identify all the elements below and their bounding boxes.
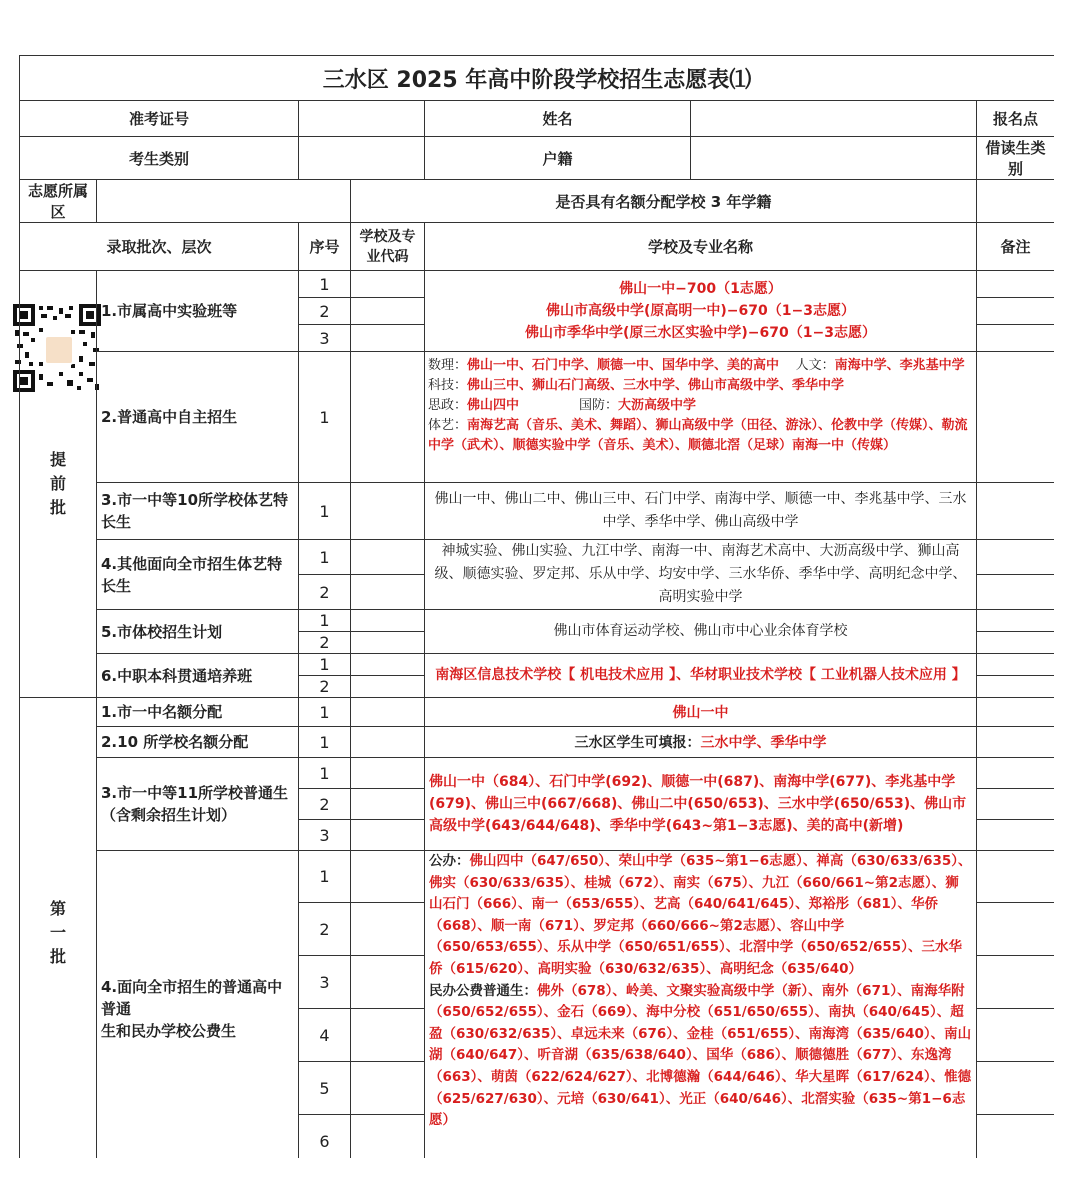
remark-field[interactable] — [977, 1115, 1055, 1159]
level-label: 6.中职本科贯通培养班 — [97, 654, 299, 698]
early-r2 — [20, 352, 1055, 483]
category-label: 考生类别 — [20, 137, 299, 180]
code-field[interactable] — [351, 698, 425, 727]
remark-field[interactable] — [977, 654, 1055, 676]
code-field[interactable] — [351, 610, 425, 632]
remark-field[interactable] — [977, 540, 1055, 575]
code-field[interactable] — [351, 903, 425, 956]
seq-number: 3 — [299, 325, 351, 352]
remark-field[interactable] — [977, 352, 1055, 483]
remark-field[interactable] — [977, 903, 1055, 956]
batch-early: 提 前 批 — [20, 271, 97, 698]
exam-id-label: 准考证号 — [20, 101, 299, 137]
remark-field[interactable] — [977, 698, 1055, 727]
seq-number: 5 — [299, 1062, 351, 1115]
seq-number: 1 — [299, 727, 351, 758]
level-label: 4.面向全市招生的普通高中普通 生和民办学校公费生 — [97, 851, 299, 1159]
col-seq: 序号 — [299, 223, 351, 271]
header-row-1 — [20, 101, 1055, 137]
first-r3 — [20, 758, 1055, 789]
school-list: 佛山一中−700（1志愿） 佛山市高级中学(原高明一中)−670（1−3志愿） 佛山市季华中学(原三水区实验中学)−670（1−3志愿） — [425, 271, 977, 352]
code-field[interactable] — [351, 654, 425, 676]
code-field[interactable] — [351, 676, 425, 698]
remark-field[interactable] — [977, 676, 1055, 698]
seq-number: 3 — [299, 956, 351, 1009]
school-list: 佛山市体育运动学校、佛山市中心业余体育学校 — [425, 610, 977, 654]
school-list: 南海区信息技术学校【 机电技术应用 】、华材职业技术学校【 工业机器人技术应用 】 — [425, 654, 977, 698]
name-field[interactable] — [691, 101, 977, 137]
school-list: 公办：佛山四中（647/650）、荣山中学（635~第1−6志愿）、禅高（630/633/635）、佛实（630/633/635）、桂城（672）、南实（675）、九江（660/661~第2志愿）、狮山石门（666）、南一（653/655）、艺高（640/641/645）、郑裕彤（681）、华侨（668）、顺一南（671）、罗定邦（660/666~第2志愿）、容山中学（650/653/655）、乐从中学（650/651/655）、北滘中学（650/652/655）、三水华侨（615/620）、高明实验（630/632/635）、高明纪念（635/640） 民办公费普通生：佛外（678）、岭美、文聚实验高级中学（新）、南外（671）、南海华附（650/652/655）、金石（669）、海中分校（651/650/655）、南执（640/645）、超盈（630/632/635）、卓远未来（676）、金桂（651/655）、南海湾（635/640）、南山湖（640/647）、听音湖（635/638/640）、国华（686）、顺德德胜（677）、东逸湾（663）、萌茵（622/624/627）、北博德瀚（644/646）、华大星晖（617/624）、惟德（625/627/630）、元培（630/641）、光正（640/646）、北滘实验（635~第1−6志愿） — [425, 851, 977, 1159]
exam-id-field[interactable] — [299, 101, 425, 137]
application-form — [19, 55, 1054, 1158]
code-field[interactable] — [351, 1062, 425, 1115]
remark-field[interactable] — [977, 727, 1055, 758]
level-label: 4.其他面向全市招生体艺特长生 — [97, 540, 299, 610]
seq-number: 1 — [299, 654, 351, 676]
form-title: 三水区 2025 年高中阶段学校招生志愿表⑴ — [20, 56, 1055, 101]
level-label: 2.10 所学校名额分配 — [97, 727, 299, 758]
col-batch: 录取批次、层次 — [20, 223, 299, 271]
seq-number: 1 — [299, 698, 351, 727]
school-list: 佛山一中 — [425, 698, 977, 727]
code-field[interactable] — [351, 758, 425, 789]
quota-question: 是否具有名额分配学校 3 年学籍 — [351, 180, 977, 223]
level-label: 1.市一中名额分配 — [97, 698, 299, 727]
code-field[interactable] — [351, 1115, 425, 1159]
remark-field[interactable] — [977, 789, 1055, 820]
code-field[interactable] — [351, 851, 425, 903]
seq-number: 1 — [299, 352, 351, 483]
column-header-row — [20, 223, 1055, 271]
remark-field[interactable] — [977, 632, 1055, 654]
header-row-2 — [20, 137, 1055, 180]
code-field[interactable] — [351, 483, 425, 540]
remark-field[interactable] — [977, 575, 1055, 610]
school-list: 数理：佛山一中、石门中学、顺德一中、国华中学、美的高中 人文：南海中学、李兆基中学 科技：佛山三中、狮山石门高级、三水中学、佛山市高级中学、季华中学 思政：佛山四中 国防：大沥高级中学 体艺：南海艺高（音乐、美术、舞蹈）、狮山高级中学（田径、游泳）、伦教中学（传媒）、勒流中学（武术）、顺德实验中学（音乐、美术）、顺德北滘（足球）南海一中（传媒） — [425, 352, 977, 483]
early-r6 — [20, 654, 1055, 676]
school-list: 佛山一中（684）、石门中学(692)、顺德一中(687)、南海中学(677)、李兆基中学(679)、佛山三中(667/668)、佛山二中(650/653)、三水中学(650/653)、佛山市高级中学(643/644/648)、季华中学(643~第1−3志愿)、美的高中(新增) — [425, 758, 977, 851]
early-r4 — [20, 540, 1055, 575]
registration-label: 报名点 — [977, 101, 1055, 137]
remark-field[interactable] — [977, 298, 1055, 325]
quota-field[interactable] — [977, 180, 1055, 223]
first-r1 — [20, 698, 1055, 727]
code-field[interactable] — [351, 956, 425, 1009]
seq-number: 2 — [299, 789, 351, 820]
code-field[interactable] — [351, 1009, 425, 1062]
seq-number: 2 — [299, 903, 351, 956]
seq-number: 1 — [299, 271, 351, 298]
seq-number: 3 — [299, 820, 351, 851]
level-label: 1.市属高中实验班等 — [97, 271, 299, 352]
seq-number: 2 — [299, 575, 351, 610]
seq-number: 4 — [299, 1009, 351, 1062]
early-r3 — [20, 483, 1055, 540]
district-field[interactable] — [97, 180, 351, 223]
col-remark: 备注 — [977, 223, 1055, 271]
remark-field[interactable] — [977, 956, 1055, 1009]
remark-field[interactable] — [977, 820, 1055, 851]
district-label: 志愿所属区 — [20, 180, 97, 223]
level-label: 3.市一中等11所学校普通生（含剩余招生计划） — [97, 758, 299, 851]
title-row — [20, 56, 1055, 101]
batch-first: 第 一 批 — [20, 698, 97, 1159]
seq-number: 2 — [299, 632, 351, 654]
seq-number: 2 — [299, 676, 351, 698]
seq-number: 1 — [299, 610, 351, 632]
remark-field[interactable] — [977, 483, 1055, 540]
seq-number: 1 — [299, 540, 351, 575]
first-r4 — [20, 851, 1055, 903]
code-field[interactable] — [351, 298, 425, 325]
category-field[interactable] — [299, 137, 425, 180]
code-field[interactable] — [351, 820, 425, 851]
seq-number: 2 — [299, 298, 351, 325]
code-field[interactable] — [351, 325, 425, 352]
remark-field[interactable] — [977, 325, 1055, 352]
seq-number: 1 — [299, 758, 351, 789]
code-field[interactable] — [351, 575, 425, 610]
school-list: 三水区学生可填报：三水中学、季华中学 — [425, 727, 977, 758]
code-field[interactable] — [351, 632, 425, 654]
code-field[interactable] — [351, 271, 425, 298]
remark-field[interactable] — [977, 1009, 1055, 1062]
level-label: 5.市体校招生计划 — [97, 610, 299, 654]
code-field[interactable] — [351, 540, 425, 575]
early-r1 — [20, 271, 1055, 298]
hukou-label: 户籍 — [425, 137, 691, 180]
col-code: 学校及专业代码 — [351, 223, 425, 271]
seq-number: 6 — [299, 1115, 351, 1159]
header-row-3 — [20, 180, 1055, 223]
code-field[interactable] — [351, 789, 425, 820]
seq-number: 1 — [299, 483, 351, 540]
code-field[interactable] — [351, 352, 425, 483]
school-list: 佛山一中、佛山二中、佛山三中、石门中学、南海中学、顺德一中、李兆基中学、三水中学、季华中学、佛山高级中学 — [425, 483, 977, 540]
borrow-label: 借读生类别 — [977, 137, 1055, 180]
col-name: 学校及专业名称 — [425, 223, 977, 271]
level-label: 3.市一中等10所学校体艺特长生 — [97, 483, 299, 540]
name-label: 姓名 — [425, 101, 691, 137]
remark-field[interactable] — [977, 1062, 1055, 1115]
level-label: 2.普通高中自主招生 — [97, 352, 299, 483]
remark-field[interactable] — [977, 851, 1055, 903]
hukou-field[interactable] — [691, 137, 977, 180]
remark-field[interactable] — [977, 610, 1055, 632]
remark-field[interactable] — [977, 758, 1055, 789]
early-r5 — [20, 610, 1055, 632]
school-list: 神城实验、佛山实验、九江中学、南海一中、南海艺术高中、大沥高级中学、狮山高级、顺德实验、罗定邦、乐从中学、均安中学、三水华侨、季华中学、高明纪念中学、高明实验中学 — [425, 540, 977, 610]
first-r2 — [20, 727, 1055, 758]
remark-field[interactable] — [977, 271, 1055, 298]
seq-number: 1 — [299, 851, 351, 903]
code-field[interactable] — [351, 727, 425, 758]
